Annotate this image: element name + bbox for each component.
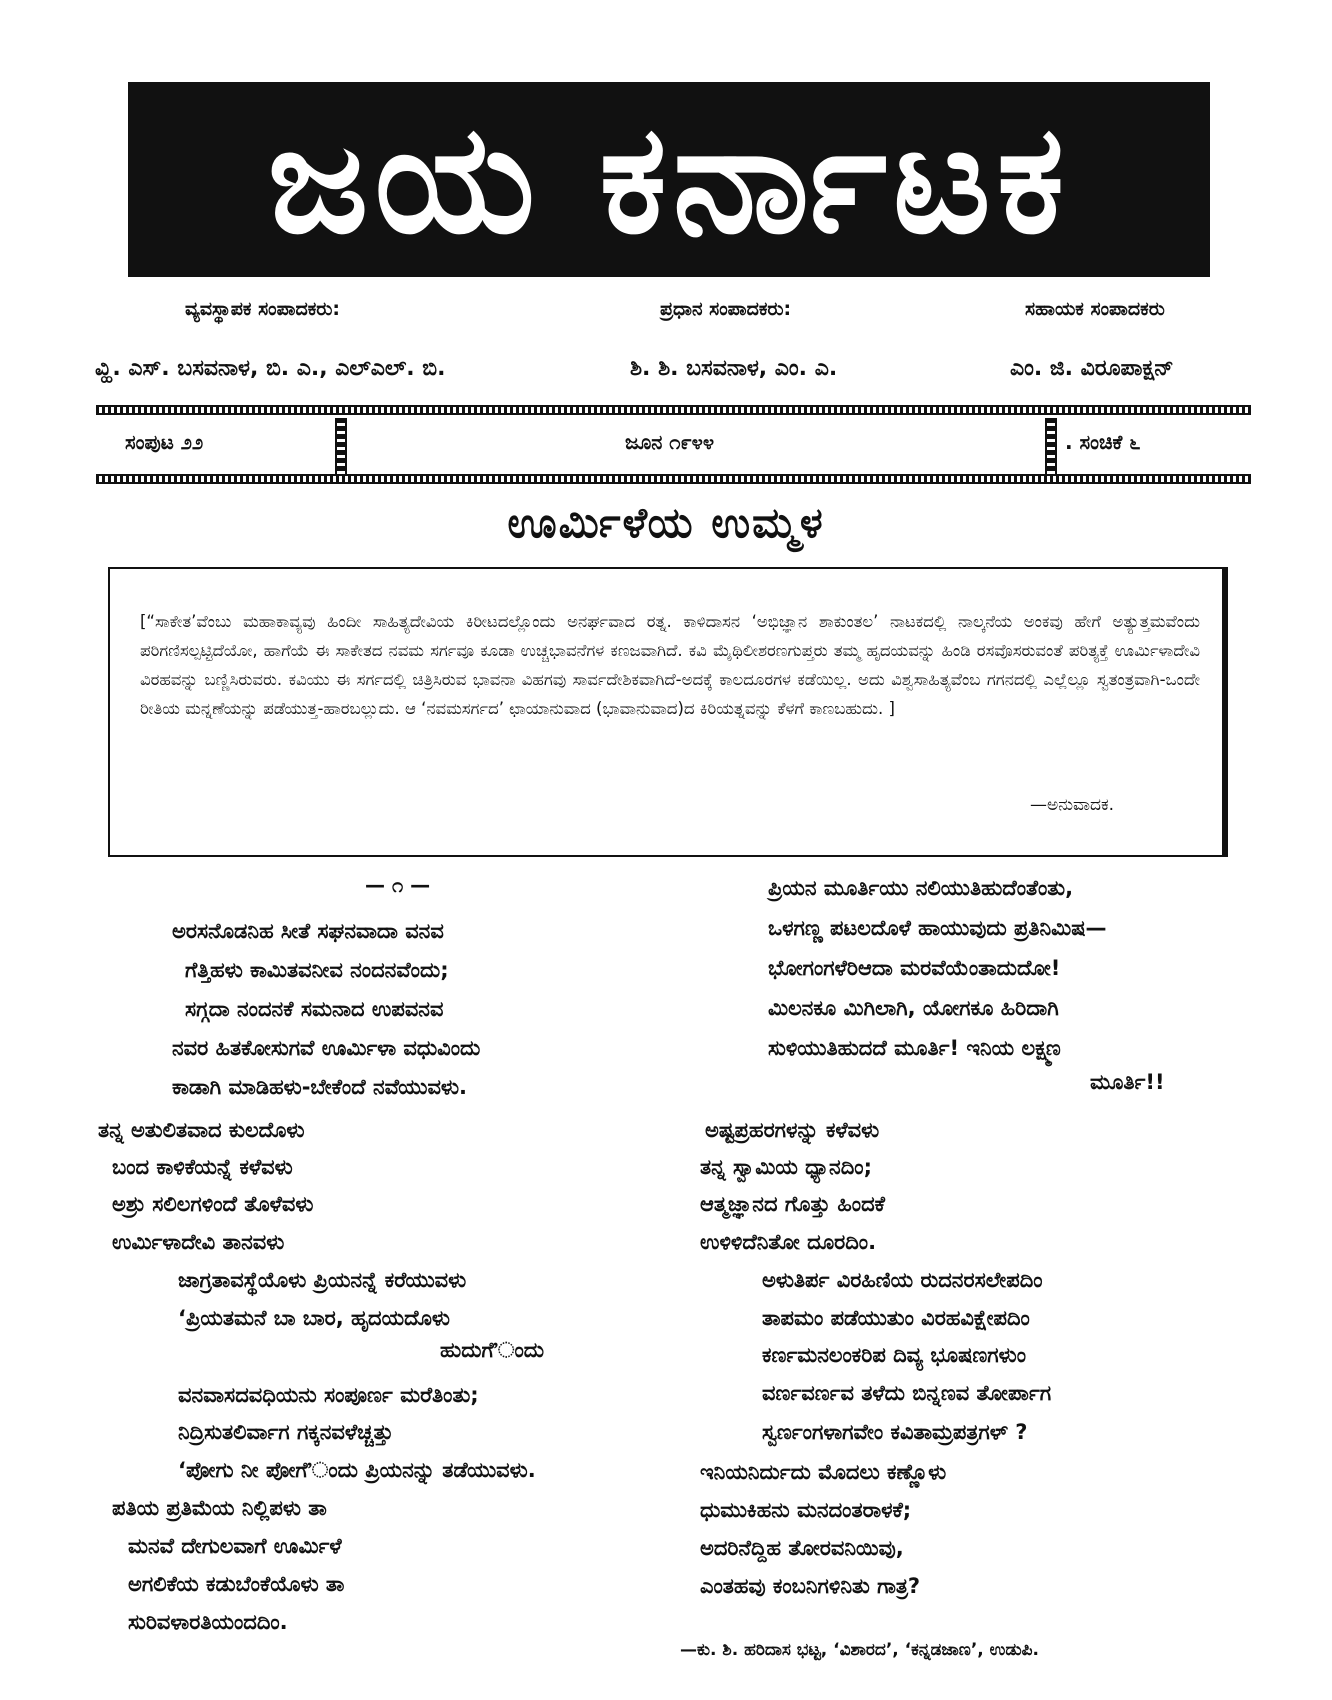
poem-line-left: ನಿದ್ರಿಸುತಲಿರ್ವಾಗ ಗಕ್ಕನವಳೆಚ್ಚತ್ತು <box>178 1420 394 1444</box>
managing-editor-name: ವ್ಹಿ. ಎಸ್. ಬಸವನಾಳ, ಬಿ. ಎ., ಎಲ್‌ಎಲ್. ಬಿ. <box>95 356 446 381</box>
issue-date: ಜೂನ ೧೯೪೪ <box>625 430 715 454</box>
assistant-editor-name: ಎಂ. ಜಿ. ವಿರೂಪಾಕ್ಷನ್ <box>1010 356 1174 381</box>
chain-ornament-right <box>1045 418 1057 478</box>
part-number: — ೧ — <box>365 873 431 897</box>
poem-line-left: ಅಶ್ರು ಸಲಿಲಗಳಿಂದೆ ತೊಳೆವಳು <box>112 1192 314 1216</box>
ornamental-rule-top <box>96 405 1251 415</box>
poem-line-left: ಸುರಿವಳಾರತಿಯಂದದಿಂ. <box>128 1610 288 1634</box>
volume-label: ಸಂಪುಟ ೨೨ <box>125 430 204 454</box>
poem-line-left: ಅರಸನೊಡನಿಹ ಸೀತೆ ಸಘನವಾದಾ ವನವ <box>172 919 444 943</box>
poem-line-left: ತನ್ನ ಅತುಲಿತವಾದ ಕುಲದೊಳು <box>98 1118 305 1142</box>
poem-line-right: ಪ್ರಿಯನ ಮೂರ್ತಿಯು ನಲಿಯುತಿಹುದೆಂತೆಂತು, <box>768 876 1074 900</box>
poem-line-right: ಅದರಿನೆದ್ದಿಹ ತೋರವನಿಯಿವು, <box>700 1536 904 1560</box>
poem-line-right: ವರ್ಣವರ್ಣವ ತಳೆದು ಬಿನ್ನಣವ ತೋರ್ಪಾಗ <box>762 1381 1052 1405</box>
chief-editor-label: ಪ್ರಧಾನ ಸಂಪಾದಕರು: <box>660 298 792 320</box>
poem-line-left: ಬಂದ ಕಾಳಿಕೆಯನ್ನೆ ಕಳೆವಳು <box>112 1155 293 1179</box>
poem-line-right: ಉಳಿಳಿದೆನಿತೋ ದೂರದಿಂ. <box>700 1230 877 1254</box>
poem-title: ಊರ್ಮಿಳೆಯ ಉಮ್ಮಳ <box>507 498 825 547</box>
poem-line-right: ತಾಪಮಂ ಪಡೆಯುತುಂ ವಿರಹವಿಕ್ಷೇಪದಿಂ <box>762 1306 1030 1330</box>
poem-line-left: ಉರ್ಮಿಳಾದೇವಿ ತಾನವಳು <box>112 1230 285 1254</box>
ornamental-rule-bottom <box>96 474 1251 484</box>
poem-line-left: ‘ಪ್ರಿಯತಮನೆ ಬಾ ಬಾರ, ಹೃದಯದೊಳು <box>178 1306 450 1330</box>
assistant-editor-label: ಸಹಾಯಕ ಸಂಪಾದಕರು <box>1025 298 1165 320</box>
poem-line-left: ‘ಪೋಗು ನೀ ಪೋಗೆ’ಂದು ಪ್ರಿಯನನ್ನು ತಡೆಯುವಳು. <box>178 1458 536 1482</box>
poem-line-right: ಸುಳಿಯುತಿಹುದದೆ ಮೂರ್ತಿ! ಇನಿಯ ಲಕ್ಷ್ಮಣ <box>768 1036 1061 1060</box>
translator-note-text: [“ಸಾಕೇತ’ವೆಂಬು ಮಹಾಕಾವ್ಯವು ಹಿಂದೀ ಸಾಹಿತ್ಯದೇವಿಯ ಕಿರೀಟದಲ್ಲೊಂದು ಅನರ್ಘವಾದ ರತ್ನ. ಕಾಳಿದಾಸನ ‘ಅಭಿಜ್ಞಾನ ಶಾಕುಂತಲ’ ನಾಟಕದಲ್ಲಿ ನಾಲ್ಕನೆಯ ಅಂಕವು ಹೇಗೆ ಅತ್ಯುತ್ತಮವೆಂದು ಪರಿಗಣಿಸಲ್ಪಟ್ಟಿದೆಯೋ, ಹಾಗೆಯೆ ಈ ಸಾಕೇತದ ನವಮ ಸರ್ಗವೂ ಕೂಡಾ ಉಚ್ಚಭಾವನೆಗಳ ಕಣಜವಾಗಿದೆ. ಕವಿ ಮೈಥಿಲೀಶರಣಗುಪ್ತರು ತಮ್ಮ ಹೃದಯವನ್ನು ಹಿಂಡಿ ರಸವೊಸರುವಂತೆ ಪರಿತ್ಯಕ್ತೆ ಊರ್ಮಿಳಾದೇವಿ ವಿರಹವನ್ನು ಬಣ್ಣಿಸಿರುವರು. ಕವಿಯು ಈ ಸರ್ಗದಲ್ಲಿ ಚಿತ್ರಿಸಿರುವ ಭಾವನಾ ವಿಹಗವು ಸಾರ್ವದೇಶಿಕವಾಗಿದೆ-ಅದಕ್ಕೆ ಕಾಲದೂರಗಳ ಕಡೆಯಿಲ್ಲ. ಅದು ವಿಶ್ವಸಾಹಿತ್ಯವೆಂಬ ಗಗನದಲ್ಲಿ ಎಲ್ಲೆಲ್ಲೂ ಸ್ವತಂತ್ರವಾಗಿ-ಒಂದೇ ರೀತಿಯ ಮನ್ನಣೆಯನ್ನು ಪಡೆಯುತ್ತ-ಹಾರಬಲ್ಲುದು. ಆ ‘ನವಮಸರ್ಗದ’ ಛಾಯಾನುವಾದ (ಭಾವಾನುವಾದ)ದ ಕಿರಿಯತ್ನವನ್ನು ಕೆಳಗೆ ಕಾಣಬಹುದು. ] <box>140 612 1200 718</box>
poem-line-left: ವನವಾಸದವಧಿಯನು ಸಂಪೂರ್ಣ ಮರೆತಿಂತು; <box>178 1383 479 1407</box>
poem-line-right: ಅಷ್ಟಪ್ರಹರಗಳನ್ನು ಕಳೆವಳು <box>705 1118 880 1142</box>
poem-line-left: ಮನವೆ ದೇಗುಲವಾಗೆ ಊರ್ಮಿಳೆ <box>128 1534 342 1558</box>
poem-line-left: ಪತಿಯ ಪ್ರತಿಮೆಯ ನಿಲ್ಲಿಪಳು ತಾ <box>112 1496 327 1520</box>
poet-signature: —ಕು. ಶಿ. ಹರಿದಾಸ ಭಟ್ಟ, ‘ವಿಶಾರದ’, ‘ಕನ್ನಡಜಾಣ’, ಉಡುಪಿ. <box>680 1640 1040 1660</box>
poem-line-left: ಹುದುಗೆ’ಂದು <box>440 1338 545 1362</box>
poem-line-right: ಎಂತಹವು ಕಂಬನಿಗಳಿನಿತು ಗಾತ್ರ? <box>700 1574 921 1598</box>
poem-line-left: ಸಗ್ಗದಾ ನಂದನಕೆ ಸಮನಾದ ಉಪವನವ <box>185 997 444 1021</box>
poem-line-right: ಸ್ವರ್ಣಂಗಳಾಗವೇಂ ಕವಿತಾಮ್ರಪತ್ರಗಳ್ ? <box>762 1420 1028 1444</box>
poem-line-right: ತನ್ನ ಸ್ವಾಮಿಯ ಧ್ಯಾನದಿಂ; <box>700 1155 872 1179</box>
chief-editor-name: ಶಿ. ಶಿ. ಬಸವನಾಳ, ಎಂ. ಎ. <box>630 356 838 381</box>
poem-line-right: ಕರ್ಣಮನಲಂಕರಿಪ ದಿವ್ಯ ಭೂಷಣಗಳುಂ <box>762 1343 1026 1367</box>
managing-editor-label: ವ್ಯವಸ್ಥಾಪಕ ಸಂಪಾದಕರು: <box>185 298 340 320</box>
masthead-title: ಜಯ ಕರ್ನಾಟಕ <box>128 82 1210 277</box>
poem-line-right: ಅಳುತಿರ್ಪ ವಿರಹಿಣಿಯ ರುದನರಸಲೇಪದಿಂ <box>762 1268 1043 1292</box>
translator-signature: —ಅನುವಾದಕ. <box>1030 795 1115 815</box>
chain-ornament-left <box>335 418 347 478</box>
poem-line-left: ಜಾಗ್ರತಾವಸ್ಥೆಯೊಳು ಪ್ರಿಯನನ್ನೆ ಕರೆಯುವಳು <box>178 1268 467 1292</box>
poem-line-right: ಆತ್ಮಜ್ಞಾನದ ಗೊತ್ತು ಹಿಂದಕೆ <box>700 1192 885 1216</box>
poem-line-right: ಮೂರ್ತಿ!! <box>1090 1070 1165 1094</box>
poem-line-right: ಧುಮುಕಿಹನು ಮನದಂತರಾಳಕೆ; <box>700 1498 912 1522</box>
poem-line-left: ಗೆತ್ತಿಹಳು ಕಾಮಿತವನೀವ ನಂದನವೆಂದು; <box>185 958 449 982</box>
poem-line-left: ನವರ ಹಿತಕೋಸುಗವೆ ಊರ್ಮಿಳಾ ವಧುವಿಂದು <box>172 1036 481 1060</box>
poem-line-left: ಕಾಡಾಗಿ ಮಾಡಿಹಳು-ಬೇಕೆಂದೆ ನವೆಯುವಳು. <box>172 1075 467 1099</box>
issue-number: . ಸಂಚಿಕೆ ೬ <box>1065 430 1141 454</box>
poem-line-right: ಒಳಗಣ್ಣ ಪಟಲದೊಳೆ ಹಾಯುವುದು ಪ್ರತಿನಿಮಿಷ— <box>768 916 1107 940</box>
poem-line-left: ಅಗಲಿಕೆಯ ಕಡುಬೆಂಕೆಯೊಳು ತಾ <box>128 1572 345 1596</box>
poem-line-right: ಮಿಲನಕೂ ಮಿಗಿಲಾಗಿ, ಯೋಗಕೂ ಹಿರಿದಾಗಿ <box>768 996 1059 1020</box>
poem-line-right: ಭೋಗಂಗಳೆರಿಆದಾ ಮರವೆಯೆಂತಾದುದೋ! <box>768 956 1061 980</box>
poem-line-right: ಇನಿಯನಿರ್ದುದು ಮೊದಲು ಕಣ್ಣೊಳು <box>700 1460 947 1484</box>
